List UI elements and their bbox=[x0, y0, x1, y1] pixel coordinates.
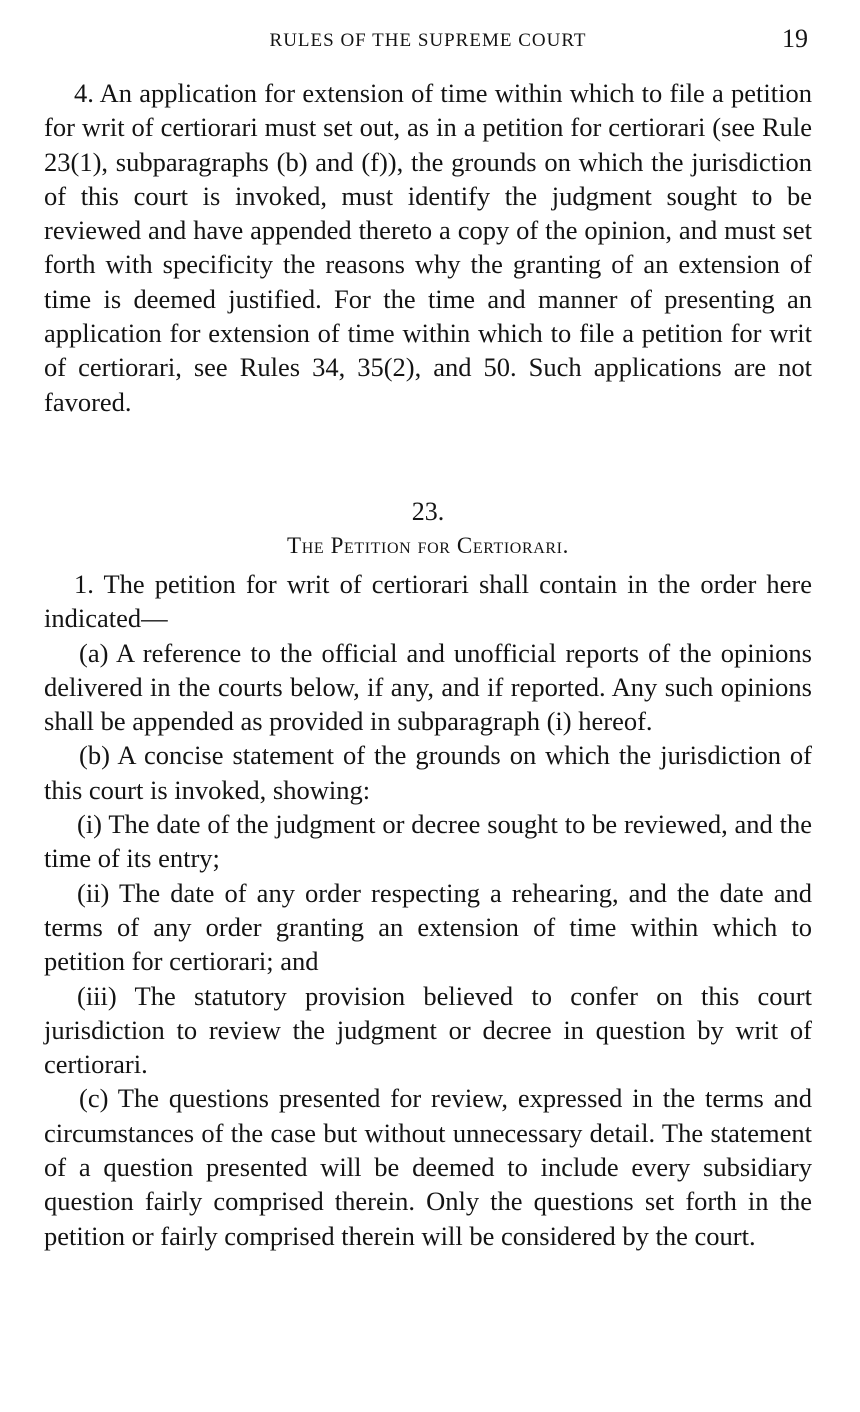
rule-23-paragraph-1: 1. The petition for writ of certiorari shall contain in the order here indicated— bbox=[44, 568, 812, 634]
section-spacer bbox=[44, 419, 812, 495]
subparagraph-b-iii: (iii) The statutory provision believed to confer on this court jurisdiction to review the judgment or decree in question by writ of certiorari. bbox=[44, 980, 812, 1080]
running-title: RULES OF THE SUPREME COURT bbox=[269, 30, 587, 51]
rule-title: The Petition for Certiorari. bbox=[287, 532, 569, 558]
page-number: 19 bbox=[782, 24, 808, 53]
subparagraph-a: (a) A reference to the official and unofficial reports of the opinions delivered in the courts below, if any, and if reported. Any such opinions shall be appended as provided in subparagraph (i) hereof. bbox=[44, 637, 812, 737]
rule-number: 23. bbox=[411, 496, 445, 526]
subparagraph-b: (b) A concise statement of the grounds on which the jurisdiction of this court is invoked, showing: bbox=[44, 740, 812, 805]
subparagraph-b-i: (i) The date of the judgment or decree sought to be reviewed, and the time of its entry; bbox=[44, 809, 812, 874]
running-head bbox=[44, 24, 812, 56]
document-page bbox=[44, 0, 812, 1412]
body-text bbox=[44, 76, 812, 1253]
rule-22-paragraph-4: 4. An application for extension of time within which to file a petition for writ of certiorari must set out, as in a petition for certiorari (see Rule 23(1), subparagraphs (b) and (f)), the grounds on which the jurisdiction of this court is invoked, must identify the judgment sought to be reviewed and have appended thereto a copy of the opinion, and must set forth with specificity the reasons why the granting of an extension of time is deemed justified. For the time and manner of presenting an application for extension of time within which to file a petition for writ of certiorari, see Rules 34, 35(2), and 50. Such applications are not favored. bbox=[44, 78, 812, 417]
subparagraph-b-ii: (ii) The date of any order respecting a rehearing, and the date and terms of any order granting an extension of time within which to petition for certiorari; and bbox=[44, 877, 812, 977]
subparagraph-c: (c) The questions presented for review, expressed in the terms and circumstances of the case but without unnecessary detail. The statement of a question presented will be deemed to include every subsidiary question fairly comprised therein. Only the questions set forth in the petition or fairly comprised therein will be considered by the court. bbox=[44, 1083, 812, 1251]
